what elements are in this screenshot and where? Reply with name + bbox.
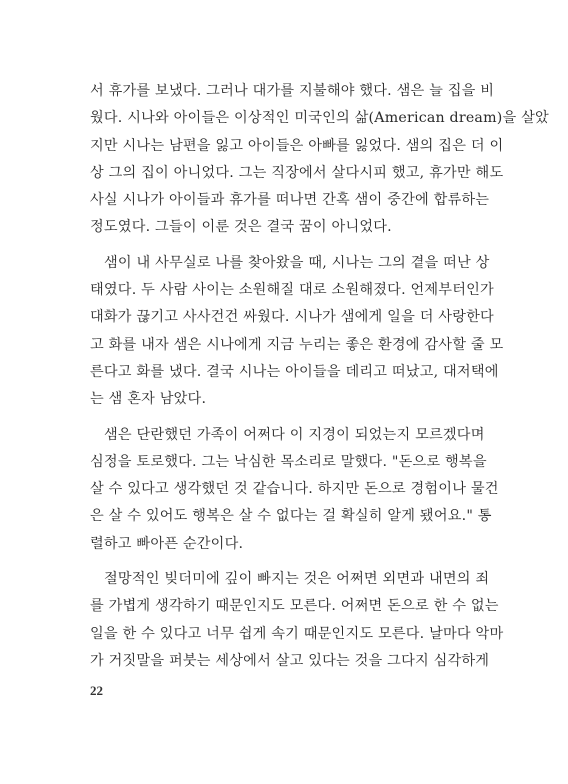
- paragraph: [90, 566, 504, 675]
- text-line: 샘은 단란했던 가족이 어쩌다 이 지경이 되었는지 모르겠다며: [104, 426, 485, 443]
- paragraph: [90, 422, 499, 558]
- text-line: 른다고 화를 냈다. 결국 시나는 아이들을 데리고 떠났고, 대저택에: [90, 363, 499, 380]
- paragraph: [90, 250, 504, 414]
- text-line: 대화가 끊기고 사사건건 싸웠다. 시나가 샘에게 일을 더 사랑한다: [90, 309, 494, 326]
- text-line: 웠다. 시나와 아이들은 이상적인 미국인의 삶(American dream)을 살았: [90, 110, 549, 127]
- text-line: 는 샘 혼자 남았다.: [90, 391, 207, 408]
- text-line: 정도였다. 그들이 이룬 것은 결국 꿈이 아니었다.: [90, 219, 392, 236]
- body-text: [90, 78, 549, 675]
- text-line: 태였다. 두 사람 사이는 소원해질 대로 소원해졌다. 언제부터인가: [90, 282, 494, 299]
- text-line: 고 화를 내자 샘은 시나에게 지금 누리는 좋은 환경에 감사할 줄 모: [90, 336, 504, 353]
- text-line: 서 휴가를 보냈다. 그러나 대가를 지불해야 했다. 샘은 늘 집을 비: [90, 83, 495, 99]
- text-line: 심정을 토로했다. 그는 낙심한 목소리로 말했다. "돈으로 행복을: [90, 453, 487, 470]
- text-line: 가 거짓말을 퍼붓는 세상에서 살고 있다는 것을 그다지 심각하게: [90, 652, 490, 669]
- text-line: 은 살 수 있어도 행복은 살 수 없다는 걸 확실히 알게 됐어요." 통: [90, 508, 492, 525]
- text-line: 샘이 내 사무실로 나를 찾아왔을 때, 시나는 그의 곁을 떠난 상: [104, 254, 490, 271]
- text-line: 살 수 있다고 생각했던 것 같습니다. 하지만 돈으로 경험이나 물건: [90, 481, 499, 498]
- text-line: 상 그의 집이 아니었다. 그는 직장에서 살다시피 했고, 휴가만 해도: [90, 164, 504, 181]
- text-line: 일을 한 수 있다고 너무 쉽게 속기 때문인지도 모른다. 날마다 악마: [90, 625, 504, 642]
- text-line: 절망적인 빚더미에 깊이 빠지는 것은 어쩌면 외면과 내면의 죄: [104, 571, 490, 588]
- text-line: 지만 시나는 남편을 잃고 아이들은 아빠를 잃었다. 샘의 집은 더 이: [90, 137, 504, 154]
- text-line: 사실 시나가 아이들과 휴가를 떠나면 간혹 샘이 중간에 합류하는: [90, 192, 490, 209]
- text-line: 렬하고 빠아픈 순간이다.: [90, 535, 244, 552]
- paragraph: [90, 78, 549, 242]
- page-number: 22: [90, 683, 103, 698]
- text-line: 를 가볍게 생각하기 때문인지도 모른다. 어쩌면 돈으로 한 수 없는: [90, 598, 499, 615]
